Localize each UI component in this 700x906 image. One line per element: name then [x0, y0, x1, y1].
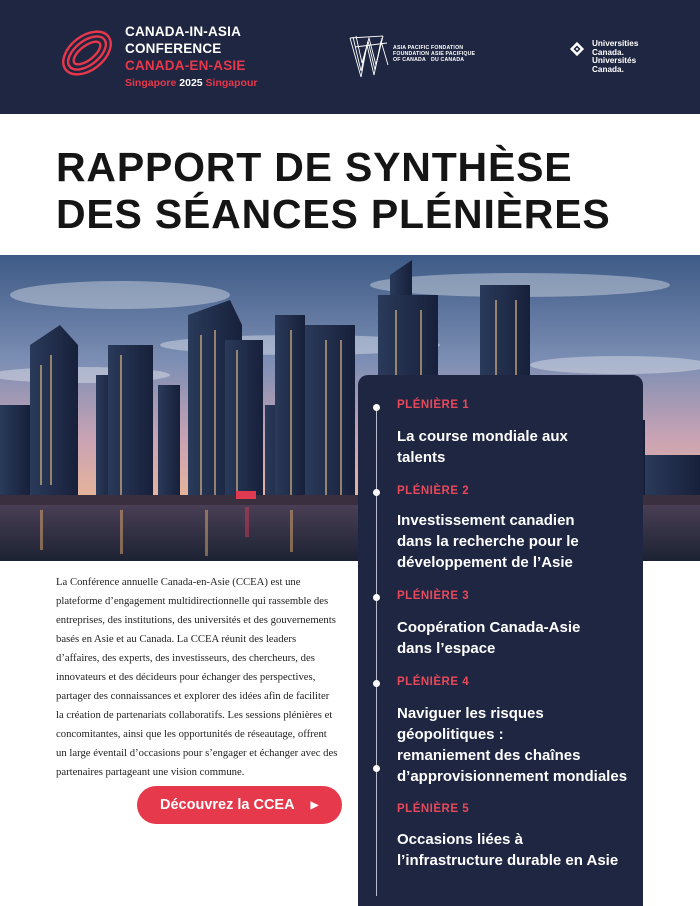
page-title [56, 144, 610, 238]
plenary-5-title[interactable]: Occasions liées à l’infrastructure durable en Asie [397, 831, 619, 869]
plenary-sessions-panel [358, 375, 643, 906]
timeline-dot-4b [373, 765, 380, 772]
conference-name [125, 23, 257, 92]
play-arrow-icon: ▶ [310, 799, 319, 811]
discover-ccea-button[interactable] [137, 786, 342, 824]
conference-logo-icon [56, 22, 118, 84]
page-title-line-2: DES SÉANCES PLÉNIÈRES [56, 191, 611, 237]
page-title-line-1: RAPPORT DE SYNTHÈSE [56, 144, 573, 190]
header-bar [0, 0, 700, 114]
intro-paragraph: La Conférence annuelle Canada-en-Asie (CCEA) est une plateforme d’engagement multidirectionnelle qui rassemble des entreprises, des institutions, des universités et des gouvernements basés en Asie et au Canada. La CCEA réunit des leaders d’affaires, des experts, des investisseurs, des chercheurs, des innovateurs et des décideurs pour échanger des perspectives, partager des connaissances et explorer des idées afin de faciliter la création de partenariats collaboratifs. Les sessions plénières et concomitantes, ainsi que les opportunités de réseautage, offrent un large éventail d’occasions pour s’engager et échanger avec des partenaires partageant une vision commune. [56, 576, 338, 778]
conference-name-fr: CANADA-EN-ASIE [125, 58, 246, 73]
apf-logo-icon [349, 35, 389, 79]
plenary-2-title[interactable]: Investissement canadien dans la recherche pour le développement de l’Asie [397, 512, 579, 571]
plenary-4-title[interactable]: Naviguer les risques géopolitiques : remaniement des chaînes d’approvisionnement mondiales [397, 705, 628, 785]
conference-name-en-1: CANADA-IN-ASIA [125, 24, 242, 39]
plenary-3-title[interactable]: Coopération Canada-Asie dans l’espace [397, 619, 581, 657]
plenary-2-label: PLÉNIÈRE 2 [397, 485, 470, 497]
plenary-5-label: PLÉNIÈRE 5 [397, 803, 470, 815]
discover-ccea-button-label: Découvrez la CCEA [160, 797, 295, 813]
plenary-1-title[interactable]: La course mondiale aux talents [397, 428, 568, 466]
universities-canada-name: Universities Canada. Universités Canada. [592, 39, 639, 74]
timeline-dot-3 [373, 594, 380, 601]
plenary-4-label: PLÉNIÈRE 4 [397, 676, 470, 688]
apf-name-fr: FONDATION ASIE PACIFIQUE DU CANADA [431, 45, 476, 63]
timeline-line [376, 409, 377, 896]
universities-canada-logo-icon [569, 41, 585, 57]
timeline-dot-4 [373, 680, 380, 687]
timeline-dot-2 [373, 489, 380, 496]
plenary-1-label: PLÉNIÈRE 1 [397, 399, 470, 411]
conference-date: Singapore 2025 Singapour [125, 77, 258, 89]
timeline-dot-1 [373, 404, 380, 411]
plenary-3-label: PLÉNIÈRE 3 [397, 590, 470, 602]
conference-name-en-2: CONFERENCE [125, 41, 222, 56]
apf-name-en: ASIA PACIFIC FOUNDATION OF CANADA [393, 45, 430, 63]
